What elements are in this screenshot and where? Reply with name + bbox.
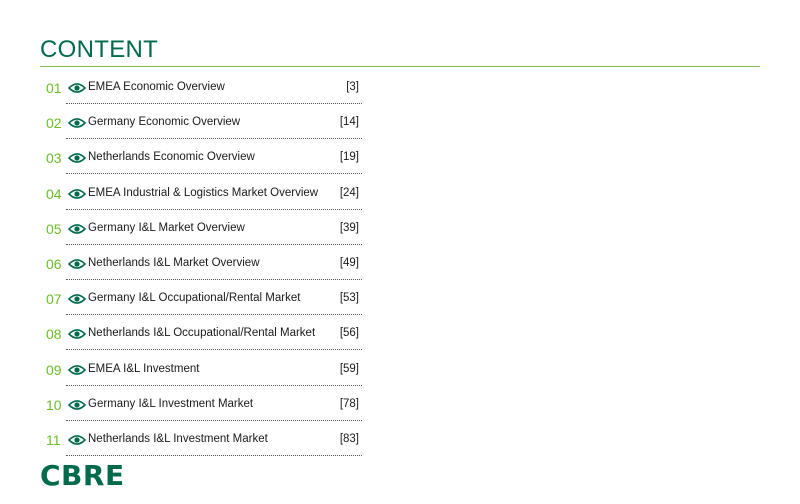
- toc-page-number: [39]: [339, 221, 359, 234]
- toc-number: 03: [46, 150, 62, 167]
- title-divider: [40, 66, 760, 67]
- toc-number: 10: [46, 396, 62, 413]
- toc-page-number: [24]: [339, 186, 359, 199]
- eye-icon[interactable]: [68, 188, 86, 200]
- toc-entry[interactable]: [40, 281, 365, 316]
- toc-number: 07: [46, 291, 62, 308]
- dotted-divider: [66, 209, 362, 210]
- toc-page-number: [49]: [339, 256, 359, 269]
- eye-icon[interactable]: [68, 152, 86, 164]
- toc-page-number: [19]: [339, 151, 359, 164]
- toc-label[interactable]: Netherlands I&L Investment Market: [88, 432, 268, 445]
- toc-label[interactable]: Netherlands I&L Market Overview: [88, 256, 260, 269]
- toc-number: 02: [46, 115, 62, 132]
- toc-label[interactable]: EMEA I&L Investment: [88, 362, 200, 375]
- toc-number: 01: [46, 80, 62, 96]
- toc-label[interactable]: Germany I&L Occupational/Rental Market: [88, 292, 301, 305]
- eye-icon[interactable]: [68, 258, 86, 270]
- toc-number: 06: [46, 255, 62, 272]
- eye-icon[interactable]: [68, 364, 86, 376]
- table-of-contents: [40, 70, 365, 457]
- dotted-divider: [66, 244, 362, 245]
- dotted-divider: [66, 420, 362, 421]
- toc-page-number: [3]: [346, 81, 359, 93]
- dotted-divider: [66, 279, 362, 280]
- toc-entry[interactable]: [40, 246, 365, 281]
- toc-number: 08: [46, 326, 62, 343]
- toc-entry[interactable]: [40, 176, 365, 211]
- toc-entry[interactable]: [40, 140, 365, 175]
- page-title: CONTENT: [40, 36, 159, 63]
- toc-number: 11: [46, 431, 61, 448]
- cbre-logo: CBRE: [40, 459, 125, 492]
- dotted-divider: [66, 138, 362, 139]
- toc-number: 09: [46, 361, 62, 378]
- toc-label[interactable]: Netherlands I&L Occupational/Rental Market: [88, 327, 316, 340]
- toc-page-number: [59]: [339, 362, 359, 375]
- eye-icon[interactable]: [68, 399, 86, 411]
- toc-entry[interactable]: [40, 105, 365, 140]
- toc-number: 04: [46, 185, 62, 202]
- eye-icon[interactable]: [68, 328, 86, 340]
- toc-entry[interactable]: [40, 352, 365, 387]
- eye-icon[interactable]: [68, 293, 86, 305]
- toc-entry[interactable]: [40, 211, 365, 246]
- toc-label[interactable]: Germany I&L Investment Market: [88, 397, 254, 410]
- dotted-divider: [66, 455, 362, 456]
- dotted-divider: [66, 385, 362, 386]
- toc-label[interactable]: EMEA Industrial & Logistics Market Overview: [88, 186, 319, 199]
- dotted-divider: [66, 173, 362, 174]
- toc-label[interactable]: Germany I&L Market Overview: [88, 221, 245, 234]
- toc-label[interactable]: EMEA Economic Overview: [88, 81, 225, 93]
- eye-icon[interactable]: [68, 223, 86, 235]
- toc-entry[interactable]: [40, 387, 365, 422]
- toc-label[interactable]: Netherlands Economic Overview: [88, 151, 255, 164]
- dotted-divider: [66, 314, 362, 315]
- eye-icon[interactable]: [68, 117, 86, 129]
- toc-page-number: [14]: [339, 116, 359, 129]
- toc-entry[interactable]: [40, 316, 365, 351]
- toc-entry[interactable]: [40, 422, 365, 457]
- toc-page-number: [78]: [339, 397, 359, 410]
- toc-label[interactable]: Germany Economic Overview: [88, 116, 241, 129]
- toc-page-number: [53]: [339, 292, 359, 305]
- toc-page-number: [83]: [339, 432, 359, 445]
- toc-entry[interactable]: [40, 70, 365, 105]
- eye-icon[interactable]: [68, 82, 86, 94]
- toc-number: 05: [46, 220, 62, 237]
- dotted-divider: [66, 349, 362, 350]
- eye-icon[interactable]: [68, 434, 86, 446]
- dotted-divider: [66, 103, 362, 104]
- toc-page-number: [56]: [339, 327, 359, 340]
